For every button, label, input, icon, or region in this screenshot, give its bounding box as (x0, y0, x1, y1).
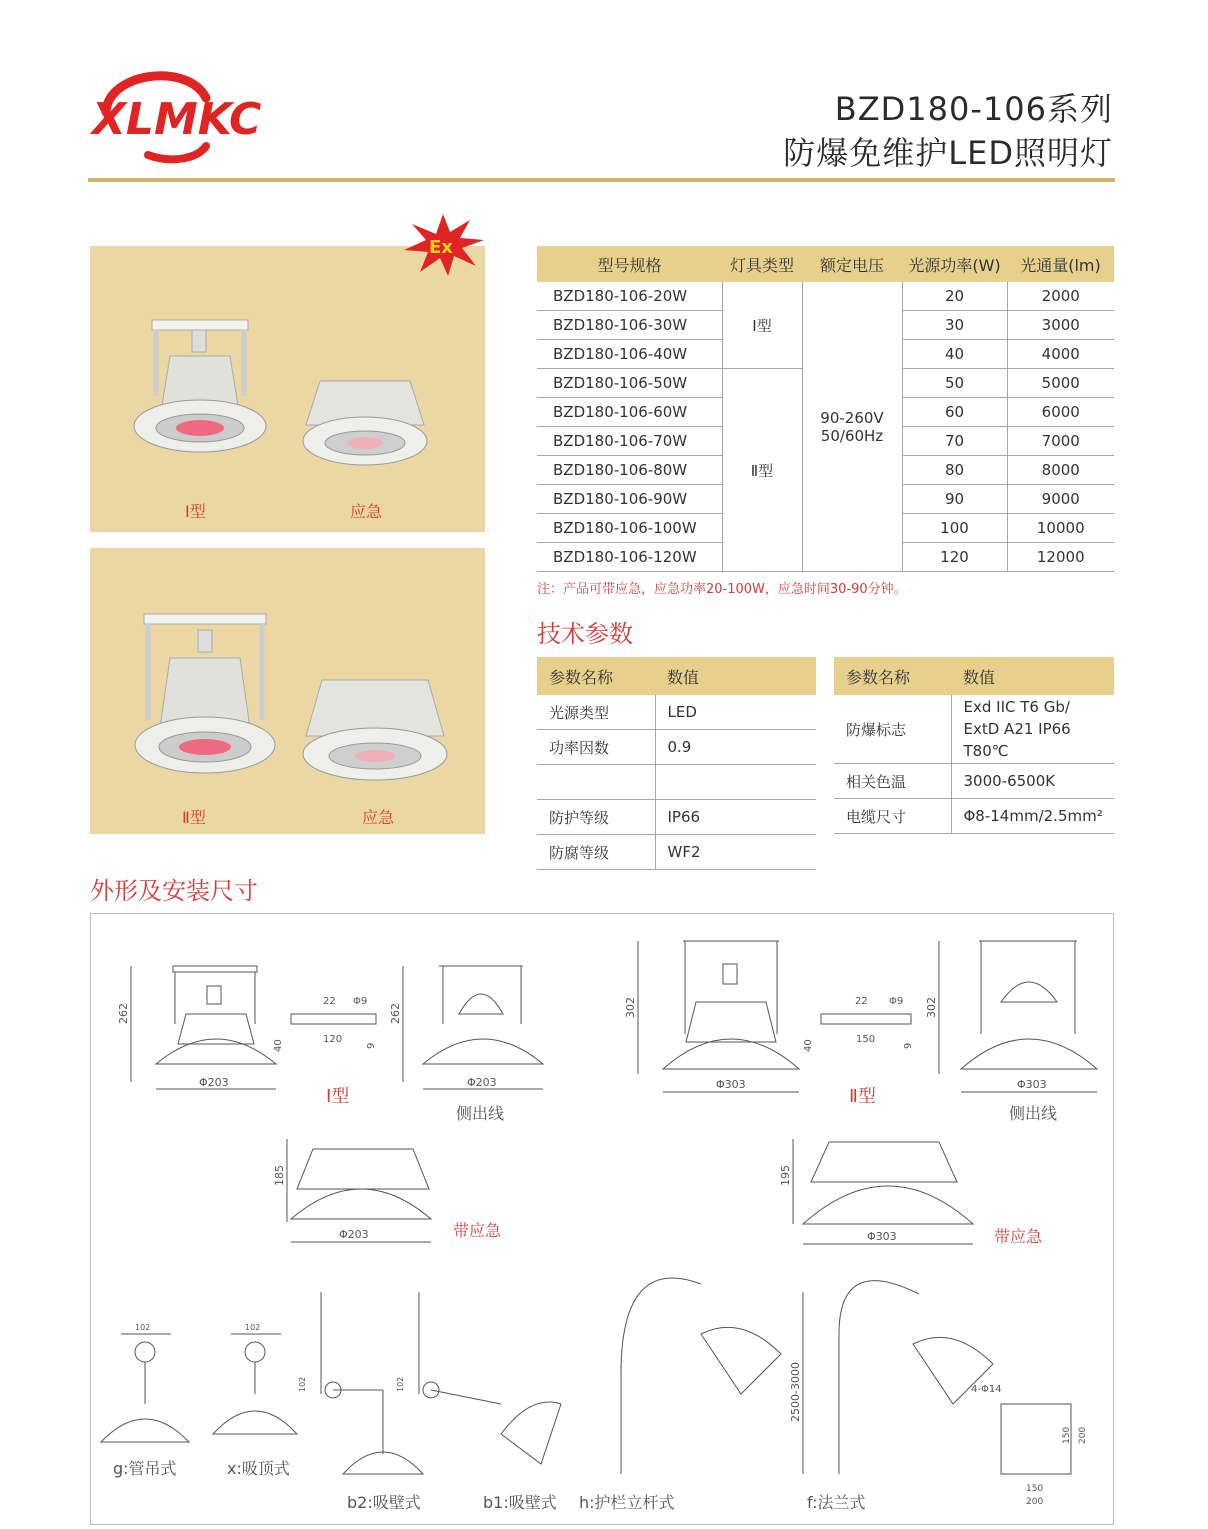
spec-cell: BZD180-106-120W (537, 543, 722, 572)
spec-cell: 5000 (1007, 369, 1114, 398)
spec-cell: 120 (902, 543, 1007, 572)
flange-drawing (971, 1384, 1088, 1507)
table-row (537, 282, 1114, 311)
tech-cell: 功率因数 (537, 730, 655, 765)
spec-cell: 7000 (1007, 427, 1114, 456)
type1-height-label: 262 (117, 1003, 130, 1024)
brand-logo (88, 60, 318, 170)
type1-bracket-c: 120 (323, 1034, 343, 1045)
spec-cell: 3000 (1007, 311, 1114, 340)
mount-f-pole: 2500-3000 (789, 1362, 802, 1422)
type2-dia-label: Φ303 (716, 1078, 746, 1091)
spec-header-type: 灯具类型 (722, 246, 802, 282)
tech-title: 技术参数 (537, 620, 633, 648)
spec-cell: Ⅱ型 (722, 369, 802, 572)
table-row (834, 764, 1114, 799)
spec-cell: 6000 (1007, 398, 1114, 427)
spec-cell: 30 (902, 311, 1007, 340)
dimension-drawings (91, 914, 1113, 1524)
table-row (834, 695, 1114, 764)
tech-cell: IP66 (655, 800, 816, 835)
table-row (537, 835, 816, 870)
tech-left-header-value: 数值 (655, 657, 816, 695)
mount-h (579, 1278, 781, 1512)
spec-header-power: 光源功率(W) (902, 246, 1007, 282)
table-row (834, 799, 1114, 834)
tech-cell: Φ8-14mm/2.5mm² (951, 799, 1114, 834)
mount-b2 (298, 1292, 423, 1512)
mount-h-label: h:护栏立杆式 (579, 1493, 675, 1512)
spec-cell: 8000 (1007, 456, 1114, 485)
type2-emergency-drawing (779, 1139, 973, 1244)
tech-ex-value-line2: ExtD A21 IP66 T80℃ (963, 720, 1071, 760)
type1-emergency-drawing (273, 1139, 431, 1242)
type2-side-drawing (925, 941, 1097, 1092)
tech-cell: 光源类型 (537, 695, 655, 730)
panel-label-emergency1: 应急 (350, 502, 383, 521)
spec-header-voltage: 额定电压 (802, 246, 902, 282)
type2-bracket-d: 40 (803, 1039, 814, 1052)
spec-cell: BZD180-106-50W (537, 369, 722, 398)
tech-cell: LED (655, 695, 816, 730)
spec-cell: BZD180-106-70W (537, 427, 722, 456)
logo-text: XLMKC (92, 94, 262, 145)
type1-side-dia-label: Φ203 (467, 1076, 497, 1089)
spec-cell: 70 (902, 427, 1007, 456)
type1-em-dia-label: Φ203 (339, 1228, 369, 1241)
spec-cell: 2000 (1007, 282, 1114, 311)
tech-cell: 相关色温 (834, 764, 951, 799)
tech-cell: 电缆尺寸 (834, 799, 951, 834)
spec-header-flux: 光通量(lm) (1007, 246, 1114, 282)
tech-cell: WF2 (655, 835, 816, 870)
mount-b2-label: b2:吸壁式 (347, 1493, 421, 1512)
type1-dia-label: Φ203 (199, 1076, 229, 1089)
panel-label-type2: Ⅱ型 (182, 808, 206, 827)
spec-cell: BZD180-106-100W (537, 514, 722, 543)
type2-drawing (624, 941, 799, 1092)
spec-cell: BZD180-106-80W (537, 456, 722, 485)
type1-drawing (117, 966, 276, 1089)
spec-cell: 20 (902, 282, 1007, 311)
mount-b1-dim: 102 (396, 1376, 405, 1392)
tech-ex-value (951, 695, 1114, 764)
tech-cell (537, 765, 655, 800)
type2-side-dia-label: Φ303 (1017, 1078, 1047, 1091)
spec-voltage-line2: 50/60Hz (820, 426, 884, 445)
tech-cell: 防腐等级 (537, 835, 655, 870)
type2-side-height-label: 302 (925, 997, 938, 1018)
spec-cell: 80 (902, 456, 1007, 485)
type1-side-height-label: 262 (389, 1003, 402, 1024)
type1-bracket (273, 996, 377, 1052)
ex-badge (400, 212, 486, 278)
tech-table-right (834, 657, 1114, 834)
ex-badge-text: Ex (429, 237, 453, 258)
type1-side-drawing (389, 966, 543, 1089)
type2-bracket-a: 22 (855, 996, 868, 1007)
spec-cell: BZD180-106-20W (537, 282, 722, 311)
lamp-emergency1-photo (300, 371, 430, 471)
type2-side-label: 侧出线 (1009, 1104, 1058, 1123)
spec-cell: 90 (902, 485, 1007, 514)
spec-cell: 100 (902, 514, 1007, 543)
tech-right-header-value: 数值 (951, 657, 1114, 695)
mount-f (789, 1281, 993, 1512)
flange-outer-w: 200 (1026, 1497, 1044, 1507)
spec-voltage-line1: 90-260V (820, 408, 884, 427)
type1-bracket-e: 9 (366, 1042, 377, 1049)
spec-cell: 40 (902, 340, 1007, 369)
product-title: 防爆免维护LED照明灯 (783, 134, 1113, 172)
tech-cell (655, 765, 816, 800)
spec-table-wrap (537, 246, 1114, 597)
table-row (537, 800, 816, 835)
spec-note: 注：产品可带应急，应急功率20-100W，应急时间30-90分钟。 (537, 582, 907, 597)
spec-table (537, 246, 1114, 572)
spec-cell: BZD180-106-30W (537, 311, 722, 340)
mount-f-label: f:法兰式 (807, 1493, 866, 1512)
type2-bracket (803, 996, 914, 1052)
type1-bracket-a: 22 (323, 996, 336, 1007)
tech-cell: 0.9 (655, 730, 816, 765)
type2-em-dia-label: Φ303 (867, 1230, 897, 1243)
mount-g (101, 1323, 189, 1478)
dimensions-box (90, 913, 1114, 1525)
flange-inner-h: 150 (1062, 1426, 1072, 1444)
mount-b1 (396, 1292, 561, 1512)
type2-label: Ⅱ型 (849, 1086, 876, 1107)
type1-bracket-d: 40 (273, 1039, 284, 1052)
dimensions-title: 外形及安装尺寸 (90, 877, 258, 905)
tech-ex-value-line1: Exd IIC T6 Gb/ (963, 698, 1070, 716)
mount-x-dim: 102 (245, 1323, 261, 1332)
spec-body (537, 282, 1114, 572)
flange-outer-h: 200 (1078, 1426, 1088, 1444)
type1-bracket-b: Φ9 (353, 996, 368, 1007)
product-panel-type1 (90, 246, 485, 532)
lamp-type2-photo (130, 610, 280, 780)
spec-cell: BZD180-106-60W (537, 398, 722, 427)
series-title: BZD180-106系列 (834, 90, 1113, 128)
spec-cell: Ⅰ型 (722, 282, 802, 369)
type1-label: Ⅰ型 (326, 1086, 350, 1107)
spec-cell: 50 (902, 369, 1007, 398)
mount-x (213, 1323, 297, 1478)
panel-label-emergency2: 应急 (362, 808, 395, 827)
mount-g-dim: 102 (135, 1323, 151, 1332)
tech-right-header-name: 参数名称 (834, 657, 951, 695)
spec-cell: 4000 (1007, 340, 1114, 369)
flange-holes: 4-Φ14 (971, 1384, 1002, 1395)
spec-cell: 12000 (1007, 543, 1114, 572)
tech-table-left (537, 657, 816, 870)
mount-b1-label: b1:吸壁式 (483, 1493, 557, 1512)
spec-cell: BZD180-106-40W (537, 340, 722, 369)
table-row (537, 695, 816, 730)
type2-em-height-label: 195 (779, 1165, 792, 1186)
spec-cell: 10000 (1007, 514, 1114, 543)
lamp-emergency2-photo (300, 668, 450, 788)
header-divider (88, 178, 1115, 182)
spec-header-row (537, 246, 1114, 282)
tech-cell: 防护等级 (537, 800, 655, 835)
type2-bracket-c: 150 (856, 1034, 876, 1045)
type1-side-label: 侧出线 (456, 1104, 505, 1123)
mount-g-label: g:管吊式 (113, 1459, 177, 1478)
spec-header-model: 型号规格 (537, 246, 722, 282)
spec-cell: 9000 (1007, 485, 1114, 514)
type2-bracket-b: Φ9 (889, 996, 904, 1007)
spec-cell: BZD180-106-90W (537, 485, 722, 514)
table-row (537, 765, 816, 800)
panel-label-type1: Ⅰ型 (185, 502, 206, 521)
type1-em-height-label: 185 (273, 1165, 286, 1186)
spec-voltage-cell (802, 282, 902, 572)
spec-cell: 60 (902, 398, 1007, 427)
tech-cell: 3000-6500K (951, 764, 1114, 799)
type2-height-label: 302 (624, 997, 637, 1018)
table-row (537, 730, 816, 765)
type1-em-label: 带应急 (453, 1221, 502, 1240)
mount-x-label: x:吸顶式 (227, 1459, 290, 1478)
type2-bracket-e: 9 (903, 1042, 914, 1049)
type2-em-label: 带应急 (994, 1227, 1043, 1246)
flange-inner-w: 150 (1026, 1484, 1044, 1494)
lamp-type1-photo (130, 316, 270, 456)
mount-b2-dim: 102 (298, 1376, 307, 1392)
product-panel-type2 (90, 548, 485, 834)
tech-ex-name: 防爆标志 (834, 695, 951, 764)
tech-left-header-name: 参数名称 (537, 657, 655, 695)
